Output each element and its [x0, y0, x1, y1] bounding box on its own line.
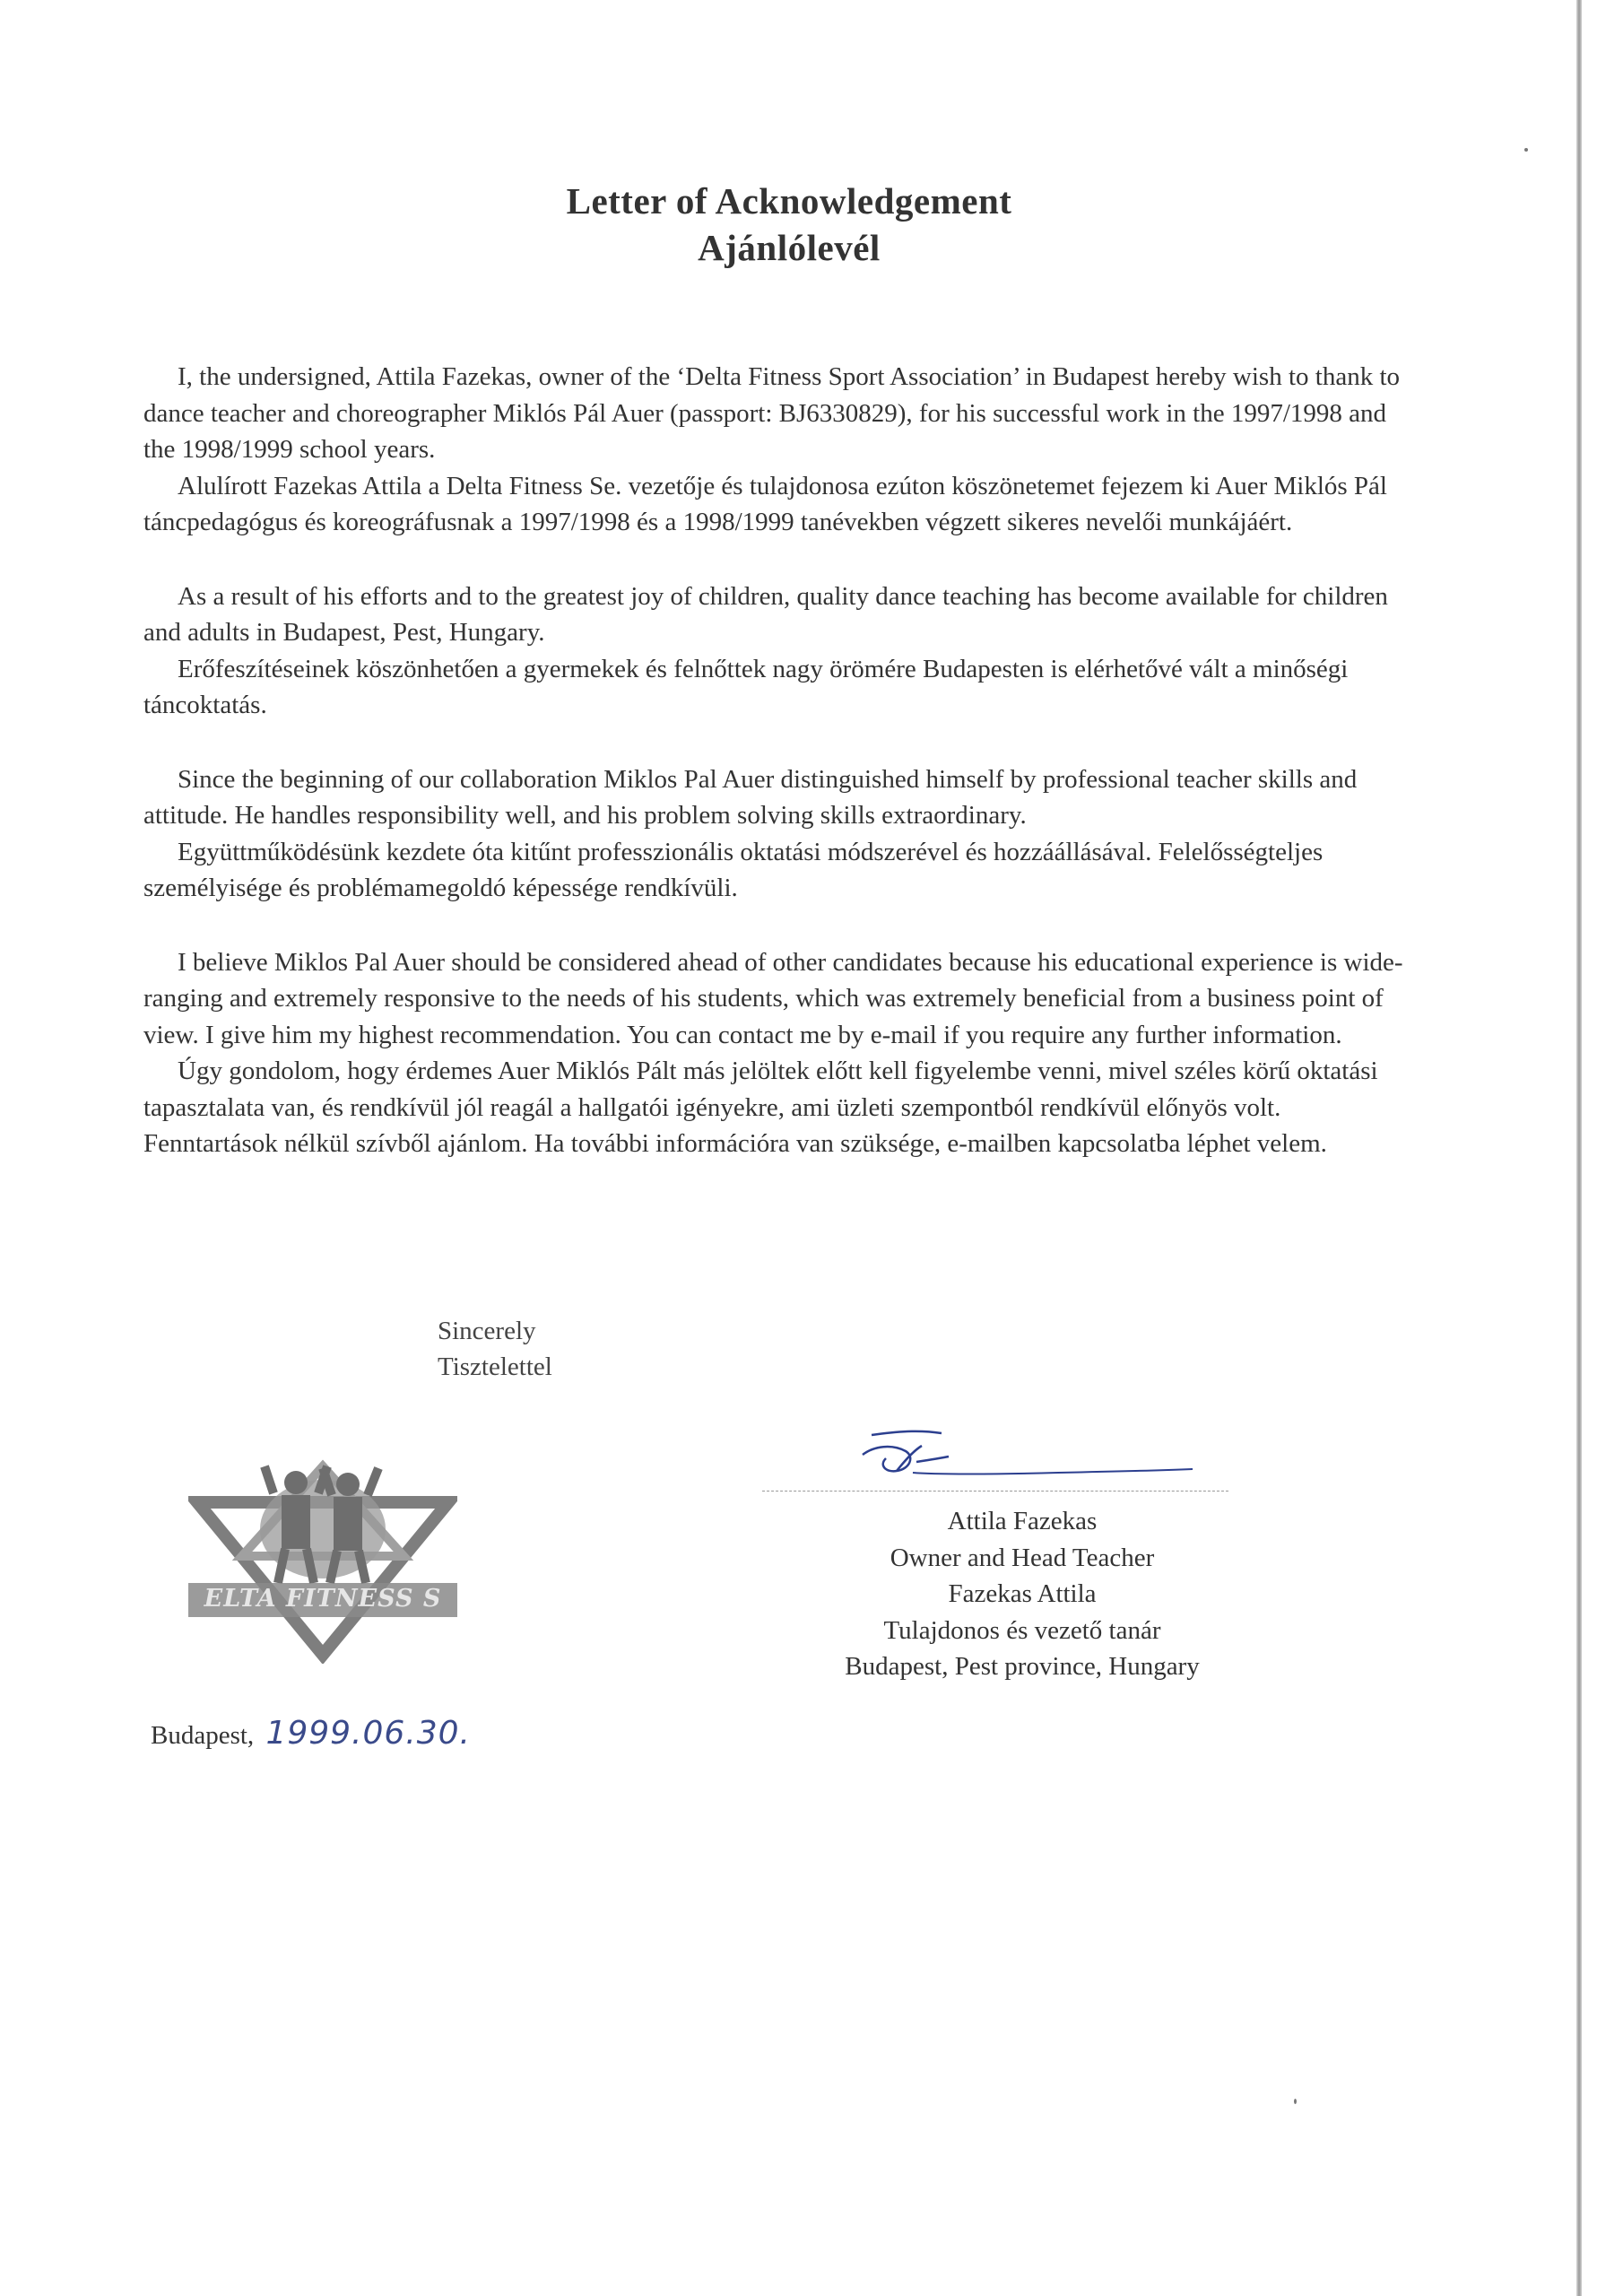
signer-role-hungarian: Tulajdonos és vezető tanár: [883, 1615, 1161, 1645]
letter-title: [0, 178, 1578, 271]
paragraph-3-hungarian: Együttműködésünk kezdete óta kitűnt professzionális oktatási módszerével és hozzáállásával. Felelősségteljes személyisége és problémamegoldó képessége rendkívüli.: [143, 837, 1324, 902]
closing-english: Sincerely: [438, 1317, 536, 1345]
paragraph-4-hungarian: Úgy gondolom, hogy érdemes Auer Miklós Pált más jelöltek előtt kell figyelembe venni, mivel széles körű oktatási tapasztalata van, és rendkívül jól reagál a hallgatói igényekre, ami üzleti szempontból rendkívül előnyös volt. Fenntartások nélkül szívből ajánlom. Ha további információra van szüksége, e-mailben kapcsolatba léphet velem.: [143, 1057, 1378, 1158]
scan-edge-line: [1576, 0, 1582, 2296]
date-line: [151, 1715, 471, 1752]
delta-fitness-logo: [188, 1448, 457, 1664]
letter-body: [143, 359, 1417, 1162]
signer-location: Budapest, Pest province, Hungary: [845, 1652, 1200, 1681]
logo-graphic: [188, 1448, 457, 1664]
paragraph-1-english: I, the undersigned, Attila Fazekas, owner of the ‘Delta Fitness Sport Association’ in Budapest hereby wish to thank to dance teacher and choreographer Miklós Pál Auer (passport: BJ6330829), for his successful work in the 1997/1998 and the 1998/1999 school years.: [143, 362, 1401, 464]
closing: [438, 1313, 552, 1385]
signature-area: [762, 1419, 1228, 1500]
handwritten-signature: [762, 1419, 1228, 1500]
title-hungarian: Ajánlólevél: [698, 227, 881, 268]
date-prefix: Budapest,: [151, 1721, 255, 1750]
signer-block: [771, 1503, 1273, 1685]
paragraph-1-hungarian: Alulírott Fazekas Attila a Delta Fitness Se. vezetője és tulajdonosa ezúton köszönetemet fejezem ki Auer Miklós Pál táncpedagógus és koreográfusnak a 1997/1998 és a 1998/1999 tanévekben végzett sikeres nevelői munkájáért.: [143, 471, 1387, 536]
paragraph-2-english: As a result of his efforts and to the greatest joy of children, quality dance teaching has become available for children and adults in Budapest, Pest, Hungary.: [143, 581, 1388, 647]
signer-role-english: Owner and Head Teacher: [890, 1543, 1155, 1572]
signature-rule: [762, 1491, 1228, 1492]
closing-hungarian: Tisztelettel: [438, 1352, 552, 1381]
paragraph-2-hungarian: Erőfeszítéseinek köszönhetően a gyermekek és felnőttek nagy örömére Budapesten is elérhetővé vált a minőségi táncoktatás.: [143, 654, 1349, 719]
logo-text: ELTA FITNESS S: [204, 1585, 442, 1613]
handwritten-date: 1999.06.30.: [265, 1715, 472, 1752]
scan-speck: [1524, 148, 1528, 152]
paragraph-4-english: I believe Miklos Pal Auer should be considered ahead of other candidates because his educational experience is wide-ranging and extremely responsive to the needs of his students, which was extremely beneficial from a business point of view. I give him my highest recommendation. You can contact me by e-mail if you require any further information.: [143, 947, 1403, 1049]
paragraph-3-english: Since the beginning of our collaboration Miklos Pal Auer distinguished himself by professional teacher skills and attitude. He handles responsibility well, and his problem solving skills extraordinary.: [143, 764, 1358, 830]
title-english: Letter of Acknowledgement: [566, 180, 1012, 222]
scan-speck: [1294, 2099, 1297, 2104]
signer-name-english: Attila Fazekas: [947, 1507, 1098, 1535]
signer-name-hungarian: Fazekas Attila: [948, 1579, 1097, 1608]
